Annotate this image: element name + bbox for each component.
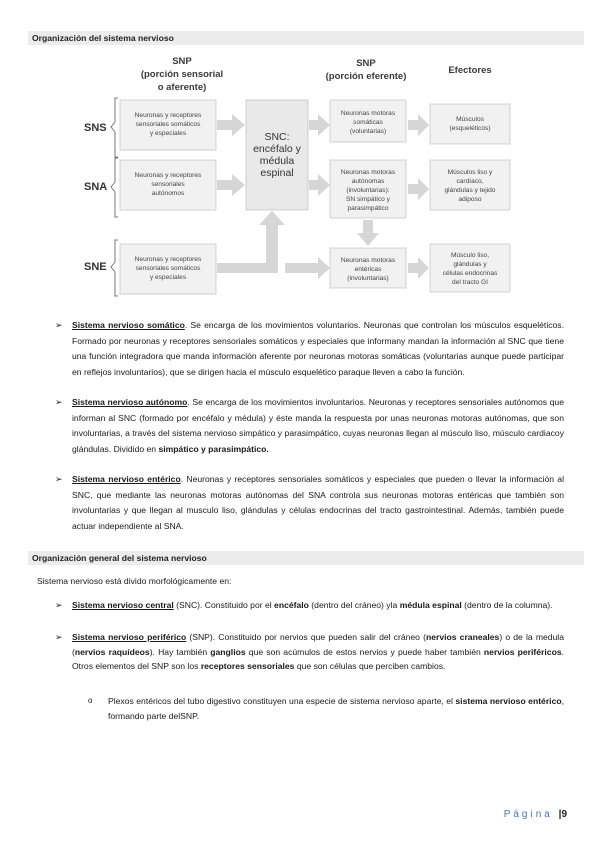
bullet-enteric xyxy=(55,472,564,534)
motor-autonomic-l3: (involuntarias): xyxy=(346,187,390,194)
box-effector-muscles xyxy=(430,104,510,144)
text-somatic: . Se encarga de los movimientos voluntarios. Neuronas que controlan los músculos esqueléticos. Formado por neuronas y receptores sensoriales somáticos y especiales que informany mandan la información al SNC que tiene una función integradora que manda información aferente por neuronas motoras somáticas (voluntarias aunque puede participar en reflejos involuntarios), que se dirigen hacia el músculo esquelético paraque lleven a cabo la función. xyxy=(72,320,564,377)
snp-t6: que son células que perciben cambios. xyxy=(294,661,446,671)
motor-autonomic-l2: autónomas xyxy=(351,178,385,185)
effector-2-l1: Músculos liso y xyxy=(447,169,493,176)
effector-2-l3: glándulas y tejido xyxy=(444,187,496,194)
snp-t1: (SNP). Constituido por nervios que pueden salir del cráneo ( xyxy=(186,632,426,642)
motor-enteric-l1: Neuronas motoras xyxy=(340,257,396,264)
footer-separator: | xyxy=(558,809,562,820)
motor-somatic-l1: Neuronas motoras xyxy=(340,110,396,117)
bold-nervios-craneales: nervios craneales xyxy=(425,632,500,642)
motor-somatic-l3: (voluntarias) xyxy=(349,128,387,135)
header-afferent-2: (porción sensorial xyxy=(140,69,224,80)
arrow-bullet-icon: ➢ xyxy=(55,632,63,642)
intro-text: Sistema nervioso está divido morfológicamente en: xyxy=(37,576,232,586)
motor-autonomic-l1: Neuronas motoras xyxy=(340,169,396,176)
sensory-sne-l2: sensoriales somáticos xyxy=(135,265,201,272)
sub-bullet-plexos xyxy=(88,694,564,723)
text-autonomic: . Se encarga de los movimientos involuntarios. Neuronas y receptores sensoriales autónomos que informan al SNC (formado por encéfalo y médula) y éste manda la respuesta por unas neuronas motoras autónomas, que son involuntarias, a través del sistema nervioso simpático y parasimpático, cuyas neuronas llegan al músculo liso, músculo cardiacoy glándulas. Dividido en xyxy=(72,397,564,454)
sensory-sne-l3: y especiales xyxy=(149,274,187,281)
bullet-snc xyxy=(55,598,564,613)
page-number: 9 xyxy=(561,809,567,820)
header-afferent-3: o aferente) xyxy=(157,82,207,93)
arrow-bullet-icon: ➢ xyxy=(55,397,63,407)
arrow-snc-to-motor-autonomic xyxy=(309,174,330,196)
bold-parasimpatico: y parasimpático. xyxy=(201,443,269,454)
bold-ganglios: ganglios xyxy=(210,646,246,657)
sensory-sne-l1: Neuronas y receptores xyxy=(134,256,202,263)
sensory-sns-l2: sensoriales somáticos xyxy=(135,121,201,128)
effector-1-l1: Músculos xyxy=(456,116,484,123)
brace-sna xyxy=(111,158,118,217)
row-label-sne: SNE xyxy=(84,261,107,273)
arrow-motor-to-effector-1 xyxy=(408,114,429,136)
effector-2-l2: cardíaco, xyxy=(456,178,484,185)
brace-sns xyxy=(111,98,118,157)
snc-t3: (dentro de la columna). xyxy=(461,600,553,610)
term-snc: Sistema nervioso central xyxy=(72,600,174,610)
plexos-t2: , formando parte delSNP. xyxy=(108,696,564,721)
row-label-sna: SNA xyxy=(84,181,108,193)
brace-sne xyxy=(111,240,118,296)
snc-l4: espinal xyxy=(260,167,294,179)
bold-nervios-raquideos: nervios raquídeos xyxy=(74,646,150,657)
text-enteric: . Neuronas y receptores sensoriales somáticos y especiales que pueden o llevar la información al SNC, que mediante las neuronas motoras autónomas del SNA controla sus neuronas motoras entéricas que también son involuntarias y que llegan al musculo liso, glándulas y células endocrinas del tracto gastrointestinal. Además, también puede actuar independiente al SNA. xyxy=(72,474,564,531)
effector-2-l4: adiposo xyxy=(458,196,482,203)
arrow-snc-to-motor-somatic xyxy=(309,114,330,136)
motor-enteric-l2: entéricas xyxy=(354,266,382,273)
snc-t2: (dentro del cráneo) yla xyxy=(308,600,400,610)
effector-1-l2: (esqueléticos) xyxy=(449,125,491,132)
snc-l1: SNC: xyxy=(264,131,290,143)
circle-bullet-icon: o xyxy=(88,696,93,705)
bold-medula: médula espinal xyxy=(399,600,462,610)
header-efferent-1: SNP xyxy=(356,58,376,69)
header-efferent-2: (porción eferente) xyxy=(325,71,407,82)
snp-t4: que son acúmulos de estos nervios y puede haber también xyxy=(245,646,484,657)
bold-simpatico: simpático xyxy=(158,443,199,454)
sensory-sna-l1: Neuronas y receptores xyxy=(134,172,202,179)
term-snp: Sistema nervioso periférico xyxy=(72,632,187,642)
header-afferent-1: SNP xyxy=(172,56,192,67)
arrow-motor-to-effector-3 xyxy=(408,257,429,279)
effector-3-l2: glándulas y xyxy=(453,261,487,268)
effector-3-l1: Músculo liso, xyxy=(450,252,490,259)
bullet-autonomic xyxy=(55,395,564,457)
bullet-somatic xyxy=(55,318,564,380)
arrow-bullet-icon: ➢ xyxy=(55,320,63,330)
effector-3-l4: del tracto GI xyxy=(452,279,488,286)
arrow-sna-to-snc xyxy=(217,174,245,196)
snp-t3: ). Hay también xyxy=(149,646,211,657)
snp-t5: . Otros elementos del SNP son los xyxy=(72,646,564,671)
motor-enteric-l3: (involuntarias) xyxy=(347,275,389,282)
motor-autonomic-l5: parasimpático xyxy=(347,205,389,212)
bold-nervios-perifericos: nervios periféricos xyxy=(483,646,562,657)
snc-t1: (SNC). Constituido por el xyxy=(173,600,275,610)
term-autonomic: Sistema nervioso autónomo xyxy=(72,397,188,407)
arrow-bullet-icon: ➢ xyxy=(55,600,63,610)
term-somatic: Sistema nervioso somático xyxy=(72,320,185,330)
sensory-sna-l2: sensoriales xyxy=(151,181,185,188)
footer-label: Página xyxy=(503,809,553,820)
page-footer xyxy=(504,809,567,820)
bold-encefalo: encéfalo xyxy=(274,600,309,610)
plexos-t1: Plexos entéricos del tubo digestivo constituyen una especie de sistema nervioso aparte, el xyxy=(108,696,456,706)
motor-autonomic-l4: SN simpático y xyxy=(346,196,390,203)
snc-l2: encéfalo y xyxy=(253,143,301,155)
bullet-snp xyxy=(55,630,564,674)
arrow-sns-to-snc xyxy=(217,114,245,136)
effector-3-l3: células endocrinas xyxy=(442,270,498,277)
nervous-system-diagram xyxy=(0,0,600,300)
bold-sne: sistema nervioso entérico xyxy=(455,696,562,706)
arrow-sne-to-motor-enteric xyxy=(285,257,330,279)
arrow-motor-to-effector-2 xyxy=(408,178,429,200)
motor-somatic-l2: somáticas xyxy=(353,119,383,126)
sensory-sns-l1: Neuronas y receptores xyxy=(134,112,202,119)
bold-receptores: receptores sensoriales xyxy=(200,661,295,671)
snc-l3: médula xyxy=(259,155,295,167)
term-enteric: Sistema nervioso entérico xyxy=(72,474,181,484)
arrow-autonomic-to-enteric xyxy=(357,220,379,246)
snp-t2: ) o de la medula ( xyxy=(72,632,564,657)
section-title-organizacion: Organización del sistema nervioso xyxy=(28,31,584,45)
sensory-sna-l3: autónomos xyxy=(151,190,185,197)
arrow-bullet-icon: ➢ xyxy=(55,474,63,484)
section-title-organizacion-general: Organización general del sistema nervioso xyxy=(28,551,584,565)
row-label-sns: SNS xyxy=(84,122,107,134)
header-effectors: Efectores xyxy=(448,65,492,76)
sensory-sns-l3: y especiales xyxy=(149,130,187,137)
